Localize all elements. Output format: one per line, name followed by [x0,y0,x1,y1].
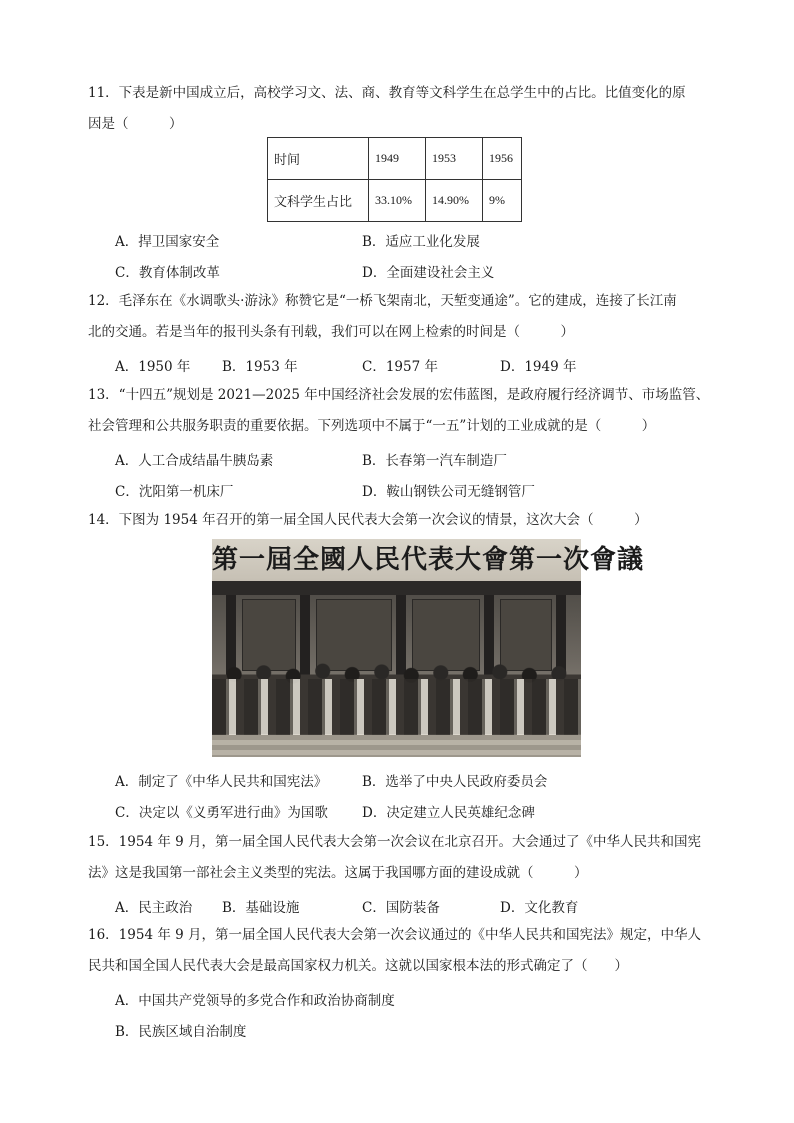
question-13-text [88,380,728,442]
q11-option-c[interactable]: C．教育体制改革 [115,265,220,281]
question-11-line-1: 11．下表是新中国成立后，高校学习文、法、商、教育等文科学生在总学生中的占比。比值变化的原 [88,85,686,101]
q12-option-c[interactable]: C．1957 年 [362,359,438,375]
q11-option-b[interactable]: B．适应工业化发展 [362,234,480,250]
congress-photo [212,539,645,757]
q13-option-c[interactable]: C．沈阳第一机床厂 [115,484,234,500]
q15-option-d[interactable]: D．文化教育 [500,900,579,916]
table-cell: 时间 [268,138,369,180]
q15-option-c[interactable]: C．国防装备 [362,900,440,916]
table-cell: 1953 [426,138,483,180]
q13-option-a[interactable]: A．人工合成结晶牛胰岛素 [115,453,274,469]
photo-crowd-bodies [212,679,581,739]
question-16-text [88,920,728,982]
question-11-line-2: 因是（ ） [88,116,183,132]
question-12-text [88,286,728,348]
question-15-line-2: 法》这是我国第一部社会主义类型的宪法。这属于我国哪方面的建设成就（ ） [88,865,588,881]
question-12-line-1: 12．毛泽东在《水调歌头·游泳》称赞它是“一桥飞架南北，天堑变通途”。它的建成，连接了长江南 [88,293,677,309]
table-cell: 1956 [483,138,522,180]
table-cell: 9% [483,180,522,222]
q12-option-a[interactable]: A．1950 年 [115,359,191,375]
table-row [268,180,522,222]
question-13-line-1: 13．“十四五”规划是 2021—2025 年中国经济社会发展的宏伟蓝图，是政府履行经济调节、市场监管、 [88,387,710,403]
question-12-line-2: 北的交通。若是当年的报刊头条有刊载，我们可以在网上检索的时间是（ ） [88,324,574,340]
q15-option-a[interactable]: A．民主政治 [115,900,193,916]
ratio-table [267,137,522,222]
q14-option-d[interactable]: D．决定建立人民英雄纪念碑 [362,805,535,821]
table-cell: 文科学生占比 [268,180,369,222]
question-11-text [88,78,728,140]
question-14-line-1: 14．下图为 1954 年召开的第一届全国人民代表大会第一次会议的情景，这次大会（ ） [88,512,648,528]
question-14-text [88,505,728,536]
photo-banner: 第一屆全國人民代表大會第一次會議 [212,539,581,581]
q12-option-b[interactable]: B．1953 年 [222,359,298,375]
question-16-line-2: 民共和国全国人民代表大会是最高国家权力机关。这就以国家根本法的形式确定了（ ） [88,958,628,974]
question-15-line-1: 15．1954 年 9 月，第一届全国人民代表大会第一次会议在北京召开。大会通过了《中华人民共和国宪 [88,834,701,850]
question-15-text [88,827,728,889]
photo-eave [212,581,581,595]
question-13-line-2: 社会管理和公共服务职责的重要依据。下列选项中不属于“一五”计划的工业成就的是（ ） [88,418,656,434]
table-header-row [268,138,522,180]
q13-option-d[interactable]: D．鞍山钢铁公司无缝钢管厂 [362,484,535,500]
q14-option-c[interactable]: C．决定以《义勇军进行曲》为国歌 [115,805,328,821]
table-cell: 33.10% [369,180,426,222]
photo-steps [212,735,581,757]
q16-option-b[interactable]: B．民族区域自治制度 [115,1024,247,1040]
q14-option-a[interactable]: A．制定了《中华人民共和国宪法》 [115,774,328,790]
q14-option-b[interactable]: B．选举了中央人民政府委员会 [362,774,548,790]
q15-option-b[interactable]: B．基础设施 [222,900,300,916]
q12-option-d[interactable]: D．1949 年 [500,359,577,375]
q16-option-a[interactable]: A．中国共产党领导的多党合作和政治协商制度 [115,993,395,1009]
table-cell: 14.90% [426,180,483,222]
q13-option-b[interactable]: B．长春第一汽车制造厂 [362,453,507,469]
q11-option-d[interactable]: D．全面建设社会主义 [362,265,495,281]
question-16-line-1: 16．1954 年 9 月，第一届全国人民代表大会第一次会议通过的《中华人民共和国宪法》规定，中华人 [88,927,701,943]
table-cell: 1949 [369,138,426,180]
q11-option-a[interactable]: A．捍卫国家安全 [115,234,220,250]
